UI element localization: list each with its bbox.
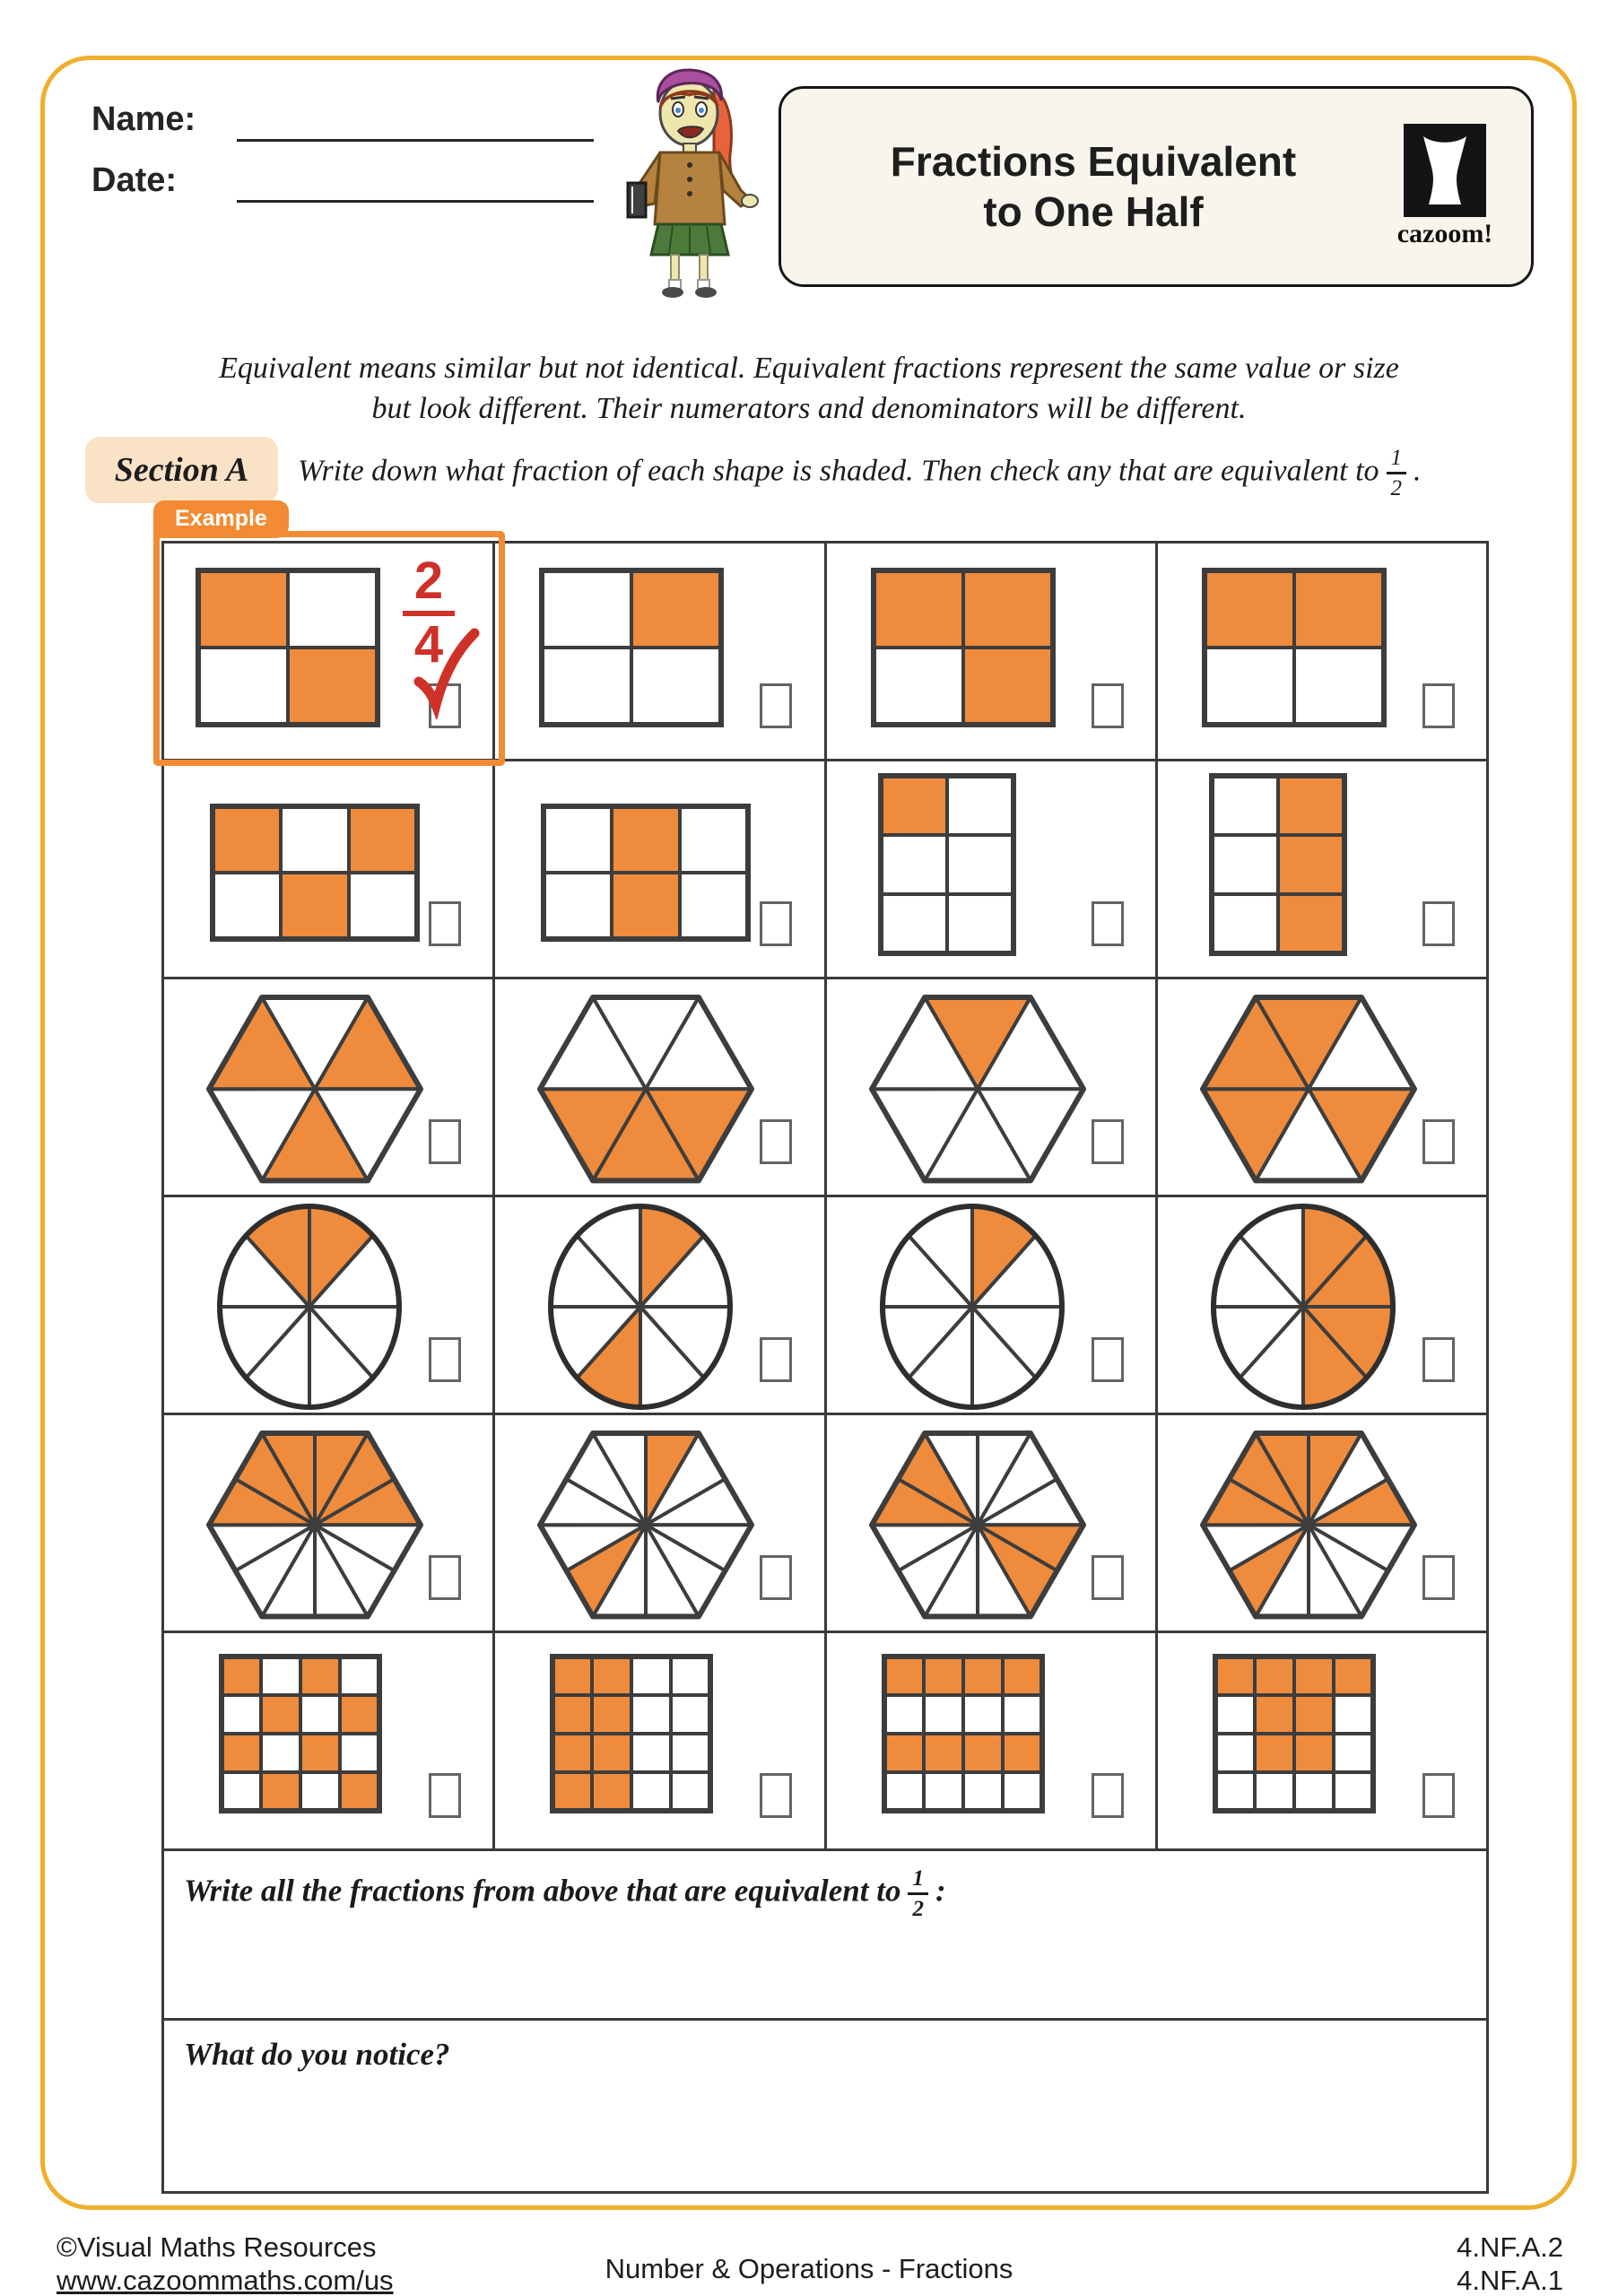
fraction-cell [495, 761, 823, 977]
hexagon-shape [866, 1428, 1089, 1626]
example-written-answer: 2 4 [399, 554, 458, 673]
square-grid-shape [549, 1653, 714, 1819]
example-fraction-cell [164, 506, 492, 759]
equivalence-checkbox[interactable] [1092, 1773, 1124, 1818]
equivalence-checkbox[interactable] [760, 1555, 792, 1600]
square-grid-shape [1201, 567, 1387, 733]
example-tab-label: Example [153, 500, 289, 538]
circle-shape [214, 1201, 404, 1417]
square-grid-shape [1208, 772, 1348, 961]
square-grid-shape [538, 567, 725, 733]
fraction-cell [1158, 1633, 1486, 1848]
hexagon-shape [1197, 992, 1420, 1190]
footer-strand: Number & Operations - Fractions [605, 2253, 1013, 2284]
equivalence-checkbox[interactable] [1422, 1119, 1455, 1164]
equivalence-checkbox[interactable] [429, 1119, 461, 1164]
hexagon-shape [204, 1428, 426, 1626]
fraction-shapes-table [161, 506, 1489, 1851]
fraction-cell [827, 979, 1155, 1195]
equivalence-checkbox[interactable] [1092, 1337, 1124, 1382]
fraction-cell [1158, 1415, 1486, 1631]
one-half-fraction: $\frac{1}{2}$ [908, 1867, 928, 1920]
one-half-fraction: $\frac{1}{2}$ [1387, 447, 1407, 500]
equivalence-checkbox[interactable] [1422, 1337, 1455, 1382]
write-fractions-answer-box[interactable]: Write all the fractions from above that are equivalent to $\frac{1}{2}$ : [161, 1848, 1489, 2021]
footer-standards: 4.NF.A.2 4.NF.A.1 [1457, 2231, 1563, 2296]
equivalence-checkbox[interactable] [1092, 683, 1124, 728]
cazoom-logo-text: cazoom! [1396, 219, 1493, 248]
cazoom-logo-icon [1404, 124, 1486, 217]
circle-shape [1208, 1201, 1398, 1417]
date-input-line[interactable] [237, 200, 594, 203]
equivalence-checkbox[interactable] [429, 1773, 461, 1818]
fraction-cell [164, 979, 492, 1195]
fraction-cell [1158, 1197, 1486, 1413]
fraction-cell [1158, 544, 1486, 759]
fraction-cell [495, 979, 823, 1195]
square-grid-shape [195, 567, 381, 733]
equivalence-checkbox[interactable] [760, 1119, 792, 1164]
square-grid-shape [881, 1653, 1046, 1819]
footer-copyright: ©Visual Maths Resources www.cazoommaths.com/us [57, 2231, 394, 2296]
fraction-cell [164, 1415, 492, 1631]
fraction-cell [827, 1633, 1155, 1848]
hexagon-shape [1197, 1428, 1420, 1626]
title-card [779, 86, 1534, 287]
square-grid-shape [870, 567, 1057, 733]
square-grid-shape [218, 1653, 383, 1819]
square-grid-shape [877, 772, 1017, 961]
equivalence-checkbox[interactable] [760, 901, 792, 946]
fraction-cell [164, 761, 492, 977]
student-mascot-illustration [606, 56, 775, 301]
equivalence-checkbox[interactable] [760, 1337, 792, 1382]
hexagon-shape [866, 992, 1089, 1190]
fraction-cell [164, 1633, 492, 1848]
fraction-cell [1158, 979, 1486, 1195]
fraction-cell [495, 1633, 823, 1848]
equivalence-checkbox[interactable] [1092, 1119, 1124, 1164]
fraction-cell [827, 544, 1155, 759]
name-label: Name: [91, 100, 196, 138]
section-a-label: Section A [85, 437, 278, 503]
cazoom-logo [1382, 124, 1508, 249]
equivalence-checkbox[interactable] [760, 1773, 792, 1818]
hexagon-shape [204, 992, 426, 1190]
name-input-line[interactable] [237, 139, 594, 142]
fraction-cell [495, 1415, 823, 1631]
equivalence-checkbox[interactable] [429, 1555, 461, 1600]
red-checkmark-icon [412, 626, 482, 724]
equivalence-checkbox[interactable] [429, 1337, 461, 1382]
fraction-cell [495, 544, 823, 759]
cazoom-website-link[interactable]: www.cazoommaths.com/us [57, 2265, 394, 2296]
fraction-cell [164, 1197, 492, 1413]
fraction-cell [827, 761, 1155, 977]
fraction-cell [827, 1415, 1155, 1631]
intro-text: Equivalent means similar but not identical. Equivalent fractions represent the same value or size but look different. Their numerators and denominators will be different. [219, 352, 1399, 425]
hexagon-shape [535, 1428, 757, 1626]
date-label: Date: [91, 161, 178, 199]
equivalence-checkbox[interactable] [1092, 901, 1124, 946]
section-a-instruction: Write down what fraction of each shape is shaded. Then check any that are equivalent to $\frac{1}{2}$ . [298, 446, 1422, 500]
square-grid-shape [209, 803, 421, 947]
equivalence-checkbox[interactable] [1422, 1555, 1455, 1600]
what-do-you-notice-answer-box[interactable]: What do you notice? [161, 2018, 1489, 2194]
equivalence-checkbox[interactable] [1422, 901, 1455, 946]
square-grid-shape [1212, 1653, 1377, 1819]
equivalence-checkbox[interactable] [1092, 1555, 1124, 1600]
square-grid-shape [540, 803, 752, 947]
fraction-cell [1158, 761, 1486, 977]
hexagon-shape [535, 992, 757, 1190]
equivalence-checkbox[interactable] [429, 901, 461, 946]
circle-shape [545, 1201, 735, 1417]
worksheet-title: Fractions Equivalent to One Half [890, 137, 1297, 235]
fraction-cell [495, 1197, 823, 1413]
fraction-cell [827, 1197, 1155, 1413]
equivalence-checkbox[interactable] [760, 683, 792, 728]
equivalence-checkbox[interactable] [1422, 1773, 1455, 1818]
circle-shape [877, 1201, 1067, 1417]
equivalence-checkbox[interactable] [1422, 683, 1455, 728]
